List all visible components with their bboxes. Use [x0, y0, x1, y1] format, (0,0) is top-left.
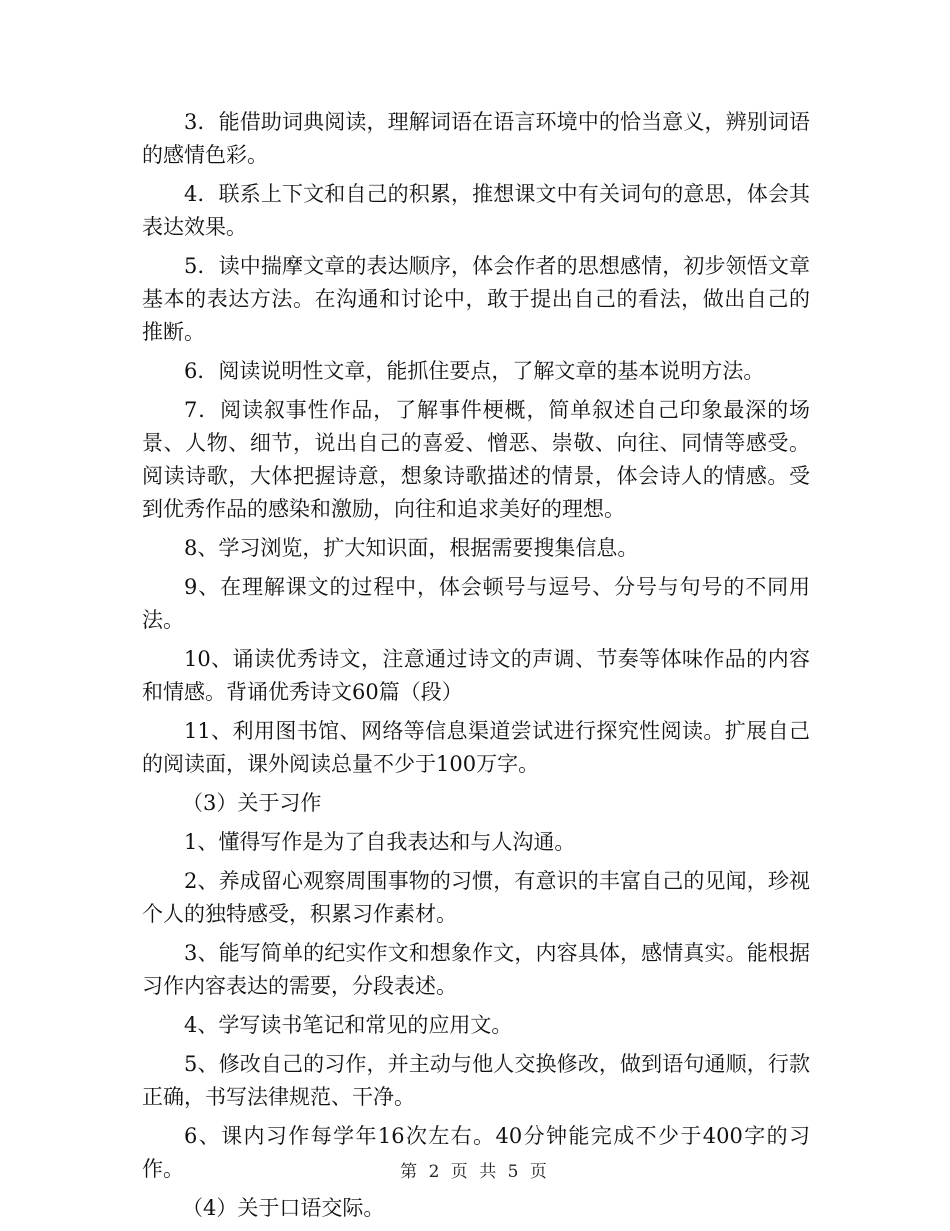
page-number-footer: 第 2 页 共 5 页	[400, 1162, 550, 1182]
paragraph-item-4: 4．联系上下文和自己的积累，推想课文中有关词句的意思，体会其表达效果。	[142, 182, 810, 239]
writing-item-4: 4、学写读书笔记和常见的应用文。	[184, 1013, 513, 1037]
writing-item-5: 5、修改自己的习作，并主动与他人交换修改，做到语句通顺，行款正确，书写法律规范、干净。	[142, 1052, 810, 1109]
paragraph-item-9: 9、在理解课文的过程中，体会顿号与逗号、分号与句号的不同用法。	[142, 575, 810, 632]
paragraph-item-7: 7．阅读叙事性作品，了解事件梗概，简单叙述自己印象最深的场景、人物、细节，说出自己的喜爱、憎恶、崇敬、向往、同情等感受。阅读诗歌，大体把握诗意，想象诗歌描述的情景，体会诗人的情感。受到优秀作品的感染和激励，向往和追求美好的理想。	[142, 398, 810, 521]
paragraph-item-5: 5．读中揣摩文章的表达顺序，体会作者的思想感情，初步领悟文章基本的表达方法。在沟通和讨论中，敢于提出自己的看法，做出自己的推断。	[142, 254, 810, 344]
paragraph-item-10: 10、诵读优秀诗文，注意通过诗文的声调、节奏等体味作品的内容和情感。背诵优秀诗文60篇（段）	[142, 647, 810, 704]
writing-item-3: 3、能写简单的纪实作文和想象作文，内容具体，感情真实。能根据习作内容表达的需要，分段表述。	[142, 941, 810, 998]
paragraph-item-6: 6．阅读说明性文章，能抓住要点，了解文章的基本说明方法。	[184, 359, 765, 383]
section-heading-writing: （3）关于习作	[182, 791, 322, 815]
writing-item-2: 2、养成留心观察周围事物的习惯，有意识的丰富自己的见闻，珍视个人的独特感受，积累习作素材。	[142, 869, 810, 926]
writing-item-6: 6、课内习作每学年16次左右。40分钟能完成不少于400字的习作。	[142, 1124, 810, 1181]
paragraph-item-8: 8、学习浏览，扩大知识面，根据需要搜集信息。	[184, 536, 639, 560]
paragraph-item-3: 3．能借助词典阅读，理解词语在语言环境中的恰当意义，辨别词语的感情色彩。	[142, 110, 810, 167]
paragraph-item-11: 11、利用图书馆、网络等信息渠道尝试进行探究性阅读。扩展自己的阅读面，课外阅读总量不少于100万字。	[142, 719, 810, 776]
document-body	[142, 106, 810, 1231]
section-heading-oral: （4）关于口语交际。	[182, 1196, 385, 1220]
writing-item-1: 1、懂得写作是为了自我表达和与人沟通。	[184, 830, 576, 854]
